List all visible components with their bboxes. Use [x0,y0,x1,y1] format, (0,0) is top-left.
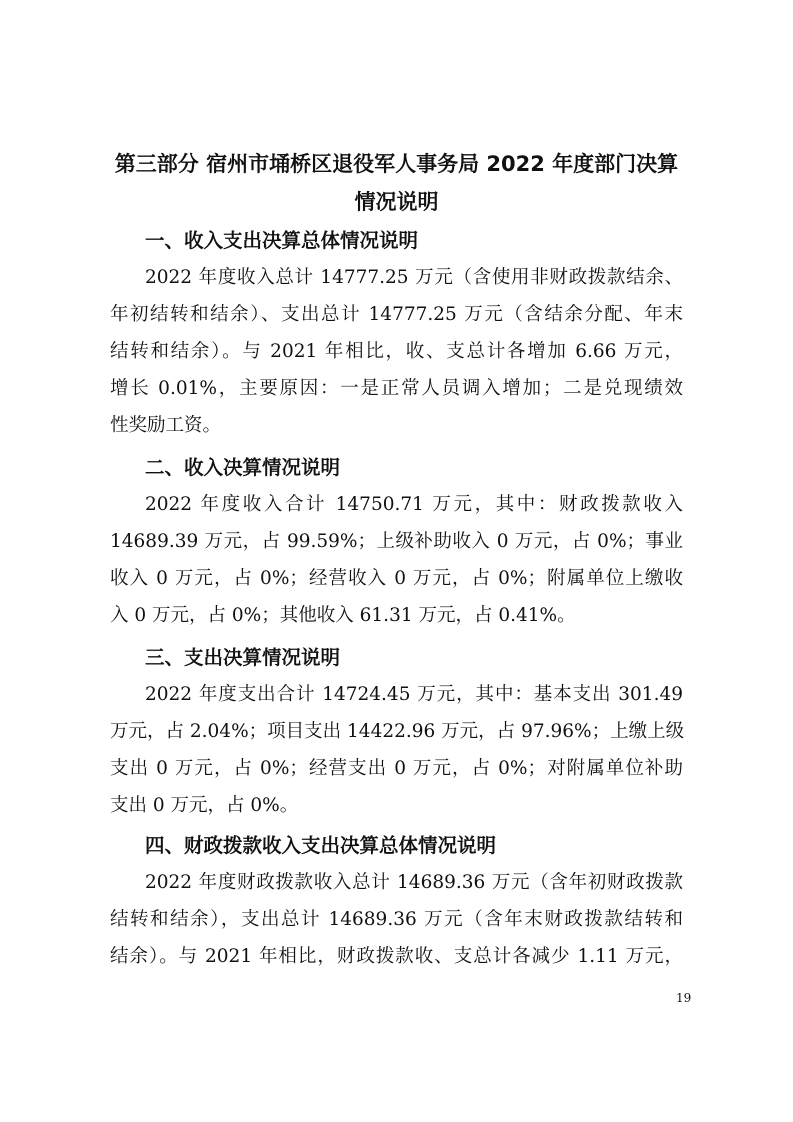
section-4-heading: 四、财政拨款收入支出决算总体情况说明 [145,834,497,857]
section-3-line-2: 万元，占 2.04%；项目支出 14422.96 万元，占 97.96%；上缴上级 [110,721,685,742]
document-title-line-1: 第三部分 宿州市埇桥区退役军人事务局 2022 年度部门决算 [114,152,679,176]
section-1-line-3: 结转和结余）。与 2021 年相比，收、支总计各增加 6.66 万元， [110,341,683,362]
section-1-line-2: 年初结转和结余）、支出总计 14777.25 万元（含结余分配、年末 [110,304,683,325]
section-2-line-1: 2022 年度收入合计 14750.71 万元，其中：财政拨款收入 [145,494,683,515]
section-1-heading: 一、收入支出决算总体情况说明 [145,229,419,252]
page-number: 19 [676,991,692,1005]
section-1-line-1: 2022 年度收入总计 14777.25 万元（含使用非财政拨款结余、 [145,267,683,288]
section-4-line-1: 2022 年度财政拨款收入总计 14689.36 万元（含年初财政拨款 [145,872,683,893]
section-3-heading: 三、支出决算情况说明 [145,646,341,669]
section-2-line-2: 14689.39 万元，占 99.59%；上级补助收入 0 万元，占 0%；事业 [110,531,683,552]
section-3-line-4: 支出 0 万元，占 0%。 [110,795,299,816]
document-title-line-2: 情况说明 [354,190,439,214]
section-1-line-5: 性奖励工资。 [110,415,222,436]
section-1-line-4: 增长 0.01%，主要原因：一是正常人员调入增加；二是兑现绩效 [110,378,683,399]
section-2-line-4: 入 0 万元，占 0%；其他收入 61.31 万元，占 0.41%。 [110,605,576,626]
section-4-line-2: 结转和结余），支出总计 14689.36 万元（含年末财政拨款结转和 [110,909,683,930]
section-2-heading: 二、收入决算情况说明 [145,456,341,479]
section-4-line-3: 结余）。与 2021 年相比，财政拨款收、支总计各减少 1.11 万元， [110,946,683,967]
section-3-line-1: 2022 年度支出合计 14724.45 万元，其中：基本支出 301.49 [145,684,683,705]
section-3-line-3: 支出 0 万元，占 0%；经营支出 0 万元，占 0%；对附属单位补助 [110,758,683,779]
section-2-line-3: 收入 0 万元，占 0%；经营收入 0 万元，占 0%；附属单位上缴收 [110,568,683,589]
